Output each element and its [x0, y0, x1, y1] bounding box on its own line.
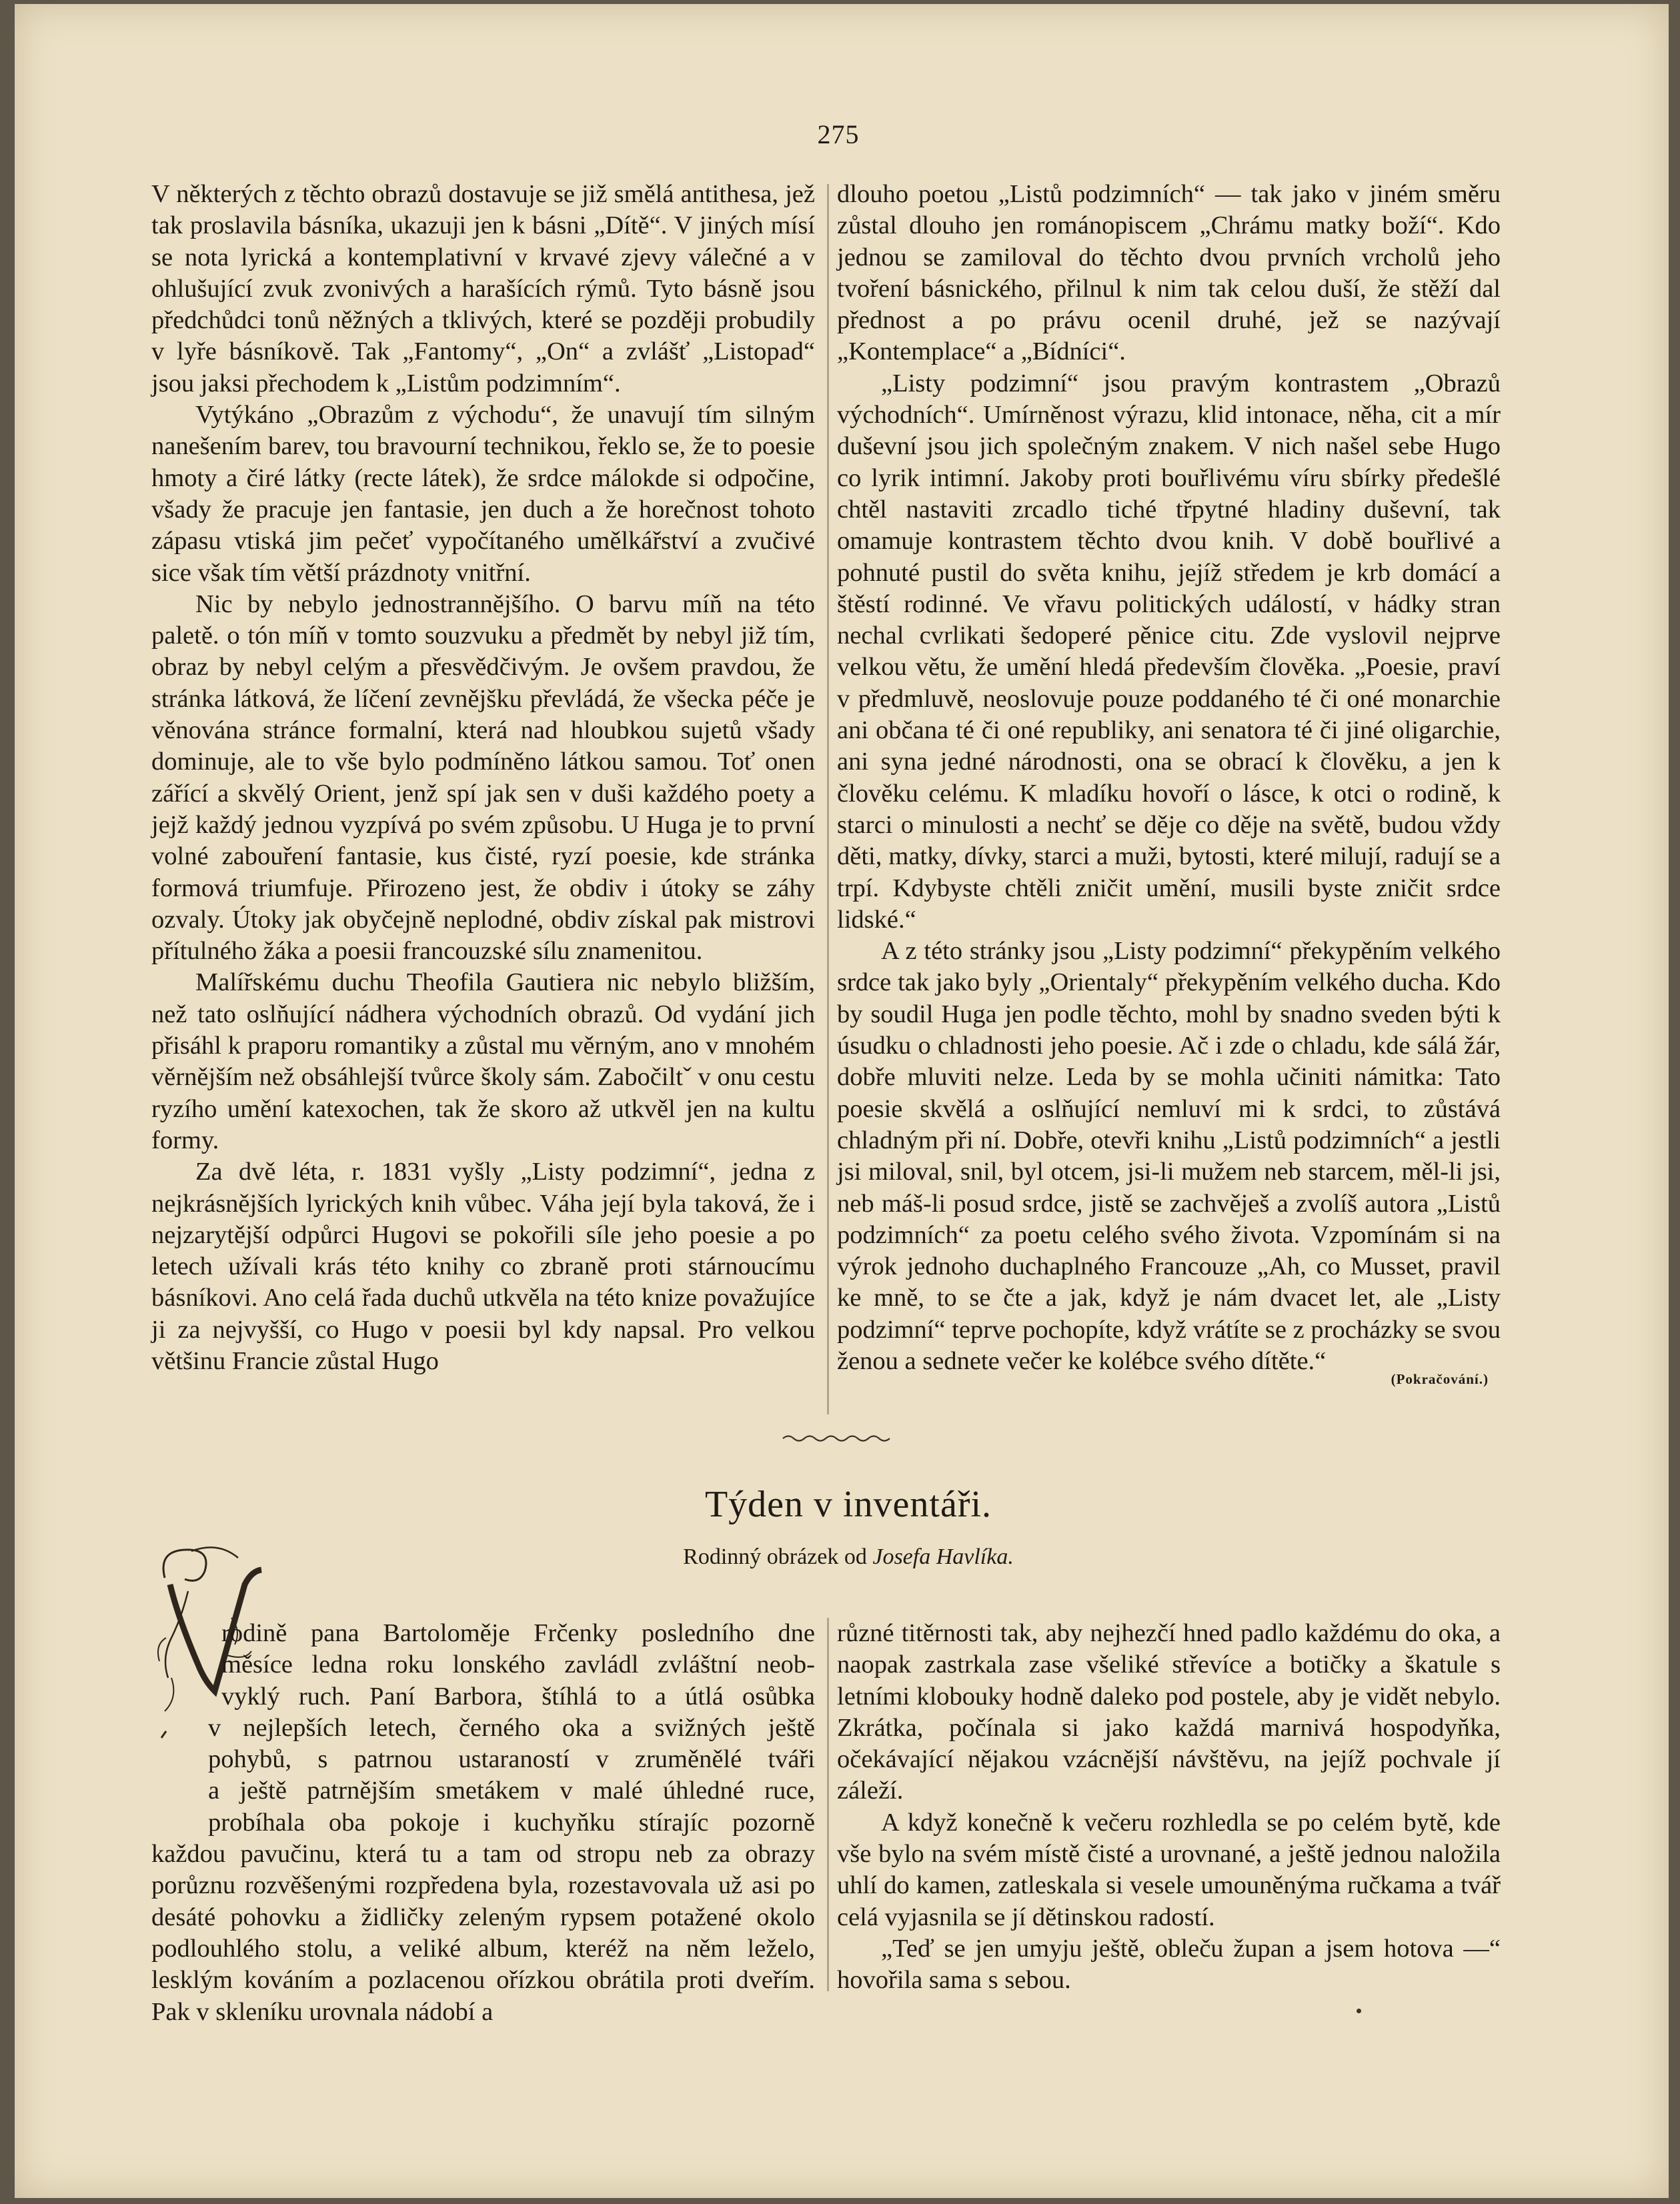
column-divider [827, 184, 829, 1414]
story-line: rodině pana Bartoloměje Frčenky posledního dne [221, 1619, 815, 1647]
essay-paragraph: Nic by nebylo jednostrannějšího. O barvu míň na této paletě. o tón míň v tomto souzvuku a předmět by nebyl již tím, obraz by nebyl celým a přesvědčivým. Je ovšem pravdou, že stránka látková, že líčení zevnějšku převládá, že všecka péče je věnována stránce formalní, která nad hloubkou sujetů všady dominuje, ale to vše bylo podmíněno látkou samou. Toť onen zářící a skvělý Orient, jenž spí jak sen v duši každého poety a jejž každý jednou vyzpívá po svém způsobu. U Huga je to první volné zabouření fantasie, kus čisté, ryzí poesie, kde stránka formová triumfuje. Přirozeno jest, že obdiv i útoky se záhy ozvaly. Útoky jak obyčejně neplodné, obdiv získal pak mistrovi přítulného žáka a poesii francouzské sílu znamenitou. [151, 590, 815, 966]
story-line: probíhala oba pokoje i kuchyňku stírajíc pozorně [208, 1808, 815, 1837]
dropcap-letter: V [208, 1669, 213, 1677]
essay-paragraph: A z této stránky jsou „Listy podzimní“ překypěním velkého srdce tak jako byly „Orientaly“ překypěním velkého ducha. Kdo by soudil Huga jen podle těchto, mohl by snadno sveden býti k úsudku o chladnosti jeho poesie. Ač i zde o chladu, kde sálá žár, dobře mluviti nelze. Leda by se mohla učiniti námitka: Tato poesie skvělá a oslňující nemluví mi k srdci, to zůstává chladným při ní. Dobře, otevři knihu „Listů podzimních“ a jestli jsi miloval, snil, byl otcem, jsi-li mužem neb starcem, měl-li jsi, neb máš-li posud srdce, jistě se zachvěješ a zvolíš autora „Listů podzimních“ za poetu celého svého života. Vzpomínám si na výrok jednoho duchaplného Francouze „Ah, co Musset, pravil ke mně, to se čte a jak, když je nám dvacet let, ale „Listy podzimní“ teprve pochopíte, když vrátíte se z procházky se svou ženou a sednete večer ke kolébce svého dítěte.“ [837, 937, 1501, 1375]
essay-paragraph: Za dvě léta, r. 1831 vyšly „Listy podzimní“, jedna z nejkrásnějších lyrických knih vůbec. Váha její byla taková, že i nejzarytější odpůrci Hugovi se pokořili síle jeho poesie a po letech užívali krás této knihy co zbraně proti stárnoucímu básníkovi. Ano celá řada duchů utkvěla na této knize považujíce ji za nejvyšší, co Hugo v poesii byl kdy napsal. Pro velkou většinu Francie zůstal Hugo [151, 1158, 815, 1375]
essay-paragraph: Vytýkáno „Obrazům z východu“, že unavují tím silným nanešením barev, tou bravourní technikou, řeklo se, že to poesie hmoty a čiré látky (recte látek), že srdce málokde si odpočine, všady že pracuje jen fantasie, jen duch a že horečnost tohoto zápasu vtiská jim pečeť vypočítaného umělkářství a zvučivé sice však tím větší prázdnoty vnitřní. [151, 401, 815, 587]
story-paragraph: „Teď se jen umyju ještě, obleču župan a jsem hotova —“ hovořila sama s sebou. [837, 1934, 1501, 1995]
magazine-page [15, 4, 1669, 2198]
essay-paragraph: V některých z těchto obrazů dostavuje se již smělá antithesa, jež tak proslavila básníka, ukazuji jen k básni „Dítě“. V jiných mísí se nota lyrická a kontemplativní v krvavé zjevy válečné a v ohlušující zvuk zvonivých a harašících rýmů. Tyto básně jsou předchůdci tonů něžných a tklivých, které se později probudily v lyře básníkově. Tak „Fantomy“, „On“ a zvlášť „Listopad“ jsou jaksi přechodem k „Listům podzimním“. [151, 180, 815, 397]
page-number: 275 [817, 119, 860, 149]
ink-speck [1357, 2009, 1361, 2013]
subtitle-prefix: Rodinný obrázek od [683, 1544, 867, 1569]
story-paragraph: různé titěrnosti tak, aby nejhezčí hned padlo každému do oka, a naopak zastrkala zase všeliké střevíce a botičky a škatule s letními klobouky hodně daleko pod postele, aby je vidět nebylo. Zkrátka, počínala si jako každá marnivá hospodyňka, očekávající nějakou vzácnější návštěvu, na jejíž pochvale jí záleží. [837, 1619, 1501, 1805]
story-column-left [151, 1618, 815, 2028]
story-line: pohybů, s patrnou ustaraností v zruměnělé tváři [208, 1745, 815, 1774]
story-title: Týden v inventáři. [704, 1484, 992, 1525]
story-line: vyklý ruch. Paní Barbora, štíhlá to a útlá osůbka [221, 1682, 815, 1711]
story-line: měsíce ledna roku lonského zavládl zvláštní neob- [221, 1650, 815, 1679]
wavy-separator-ornament [782, 1432, 895, 1444]
story-line: a ještě patrnějším smetákem v malé úhledné ruce, [208, 1777, 815, 1805]
essay-paragraph: dlouho poetou „Listů podzimních“ — tak jako v jiném směru zůstal dlouho jen románopiscem „Chrámu matky boží“. Kdo jednou se zamiloval do těchto dvou prvních vrcholů jeho tvoření básnického, přilnul k nim tak celou duší, že stěží dal přednost a po právu ocenil druhé, jež se nazývají „Kontemplace“ a „Bídníci“. [837, 180, 1501, 366]
essay-paragraph: „Listy podzimní“ jsou pravým kontrastem „Obrazů východních“. Umírněnost výrazu, klid intonace, něha, cit a mír duševní jsou jich společným znakem. V nich našel sebe Hugo co lyrik intimní. Jakoby proti bouřlivému víru sbírky předešlé chtěl nastaviti zrcadlo tiché třpytné hladiny duševní, tak omamuje kontrastem těchto dvou knih. V době bouřlivé a pohnuté pustil do světa knihu, jejíž středem je krb domácí a štěstí rodinné. Ve vřavu politických událostí, v hádky stran nechal cvrlikati šedoperé pěnice citu. Zde vyslovil nejprve velkou větu, že umění hledá především člověka. „Poesie, praví v předmluvě, neoslovuje pouze poddaného té či oné monarchie ani občana té či oné republiky, ani senatora té či jiné oligarchie, ani syna jedné národnosti, ona se obrací k člověku, a jen k člověku celému. K mladíku hovoří o lásce, k otci o rodině, k starci o minulosti a nechť se děje co děje na světě, budou vždy děti, matky, dívky, starci a muži, bytosti, které milují, radují se a trpí. Kdybyste chtěli zničit umění, musili byste zničit srdce lidské.“ [837, 369, 1501, 934]
continued-note: (Pokračování.) [1391, 1371, 1489, 1387]
essay-paragraph: Malířskému duchu Theofila Gautiera nic nebylo bližším, než tato oslňující nádhera východních obrazů. Od vydání jich přisáhl k praporu romantiky a zůstal mu věrným, ano v mnohém věrnějším než obsáhlejší tvůrce školy sám. Zabočiltˇ v onu cestu ryzího umění katexochen, tak že skoro až utkvěl jen na kultu formy. [151, 968, 815, 1154]
story-paragraph: A když konečně k večeru rozhledla se po celém bytě, kde vše bylo na svém místě čisté a urovnané, a ještě jednou naložila uhlí do kamen, zatleskala si vesele umouněnýma ručkama a tvář celá vyjasnila se jí dětinskou radostí. [837, 1808, 1501, 1931]
story-author: Josefa Havlíka. [872, 1544, 1014, 1569]
essay-column-right [837, 179, 1501, 1377]
column-divider [827, 1618, 829, 1991]
essay-column-left [151, 179, 815, 1377]
story-column-right [837, 1618, 1501, 1997]
story-paragraph: každou pavučinu, která tu a tam od stropu neb za obrazy porůznu rozvěšenými rozpředena byla, rozestavovala už asi po desáté pohovku a židličky zeleným rypsem potažené okolo podlouhlého stolu, a veliké album, kteréž na něm leželo, lesklým kováním a pozlacenou ořízkou obrátila proti dveřím. Pak v skleníku urovnala nádobí a [151, 1840, 815, 2026]
story-line: v nejlepších letech, černého oka a svižných ještě [208, 1713, 815, 1742]
story-subtitle [482, 1544, 1215, 1570]
